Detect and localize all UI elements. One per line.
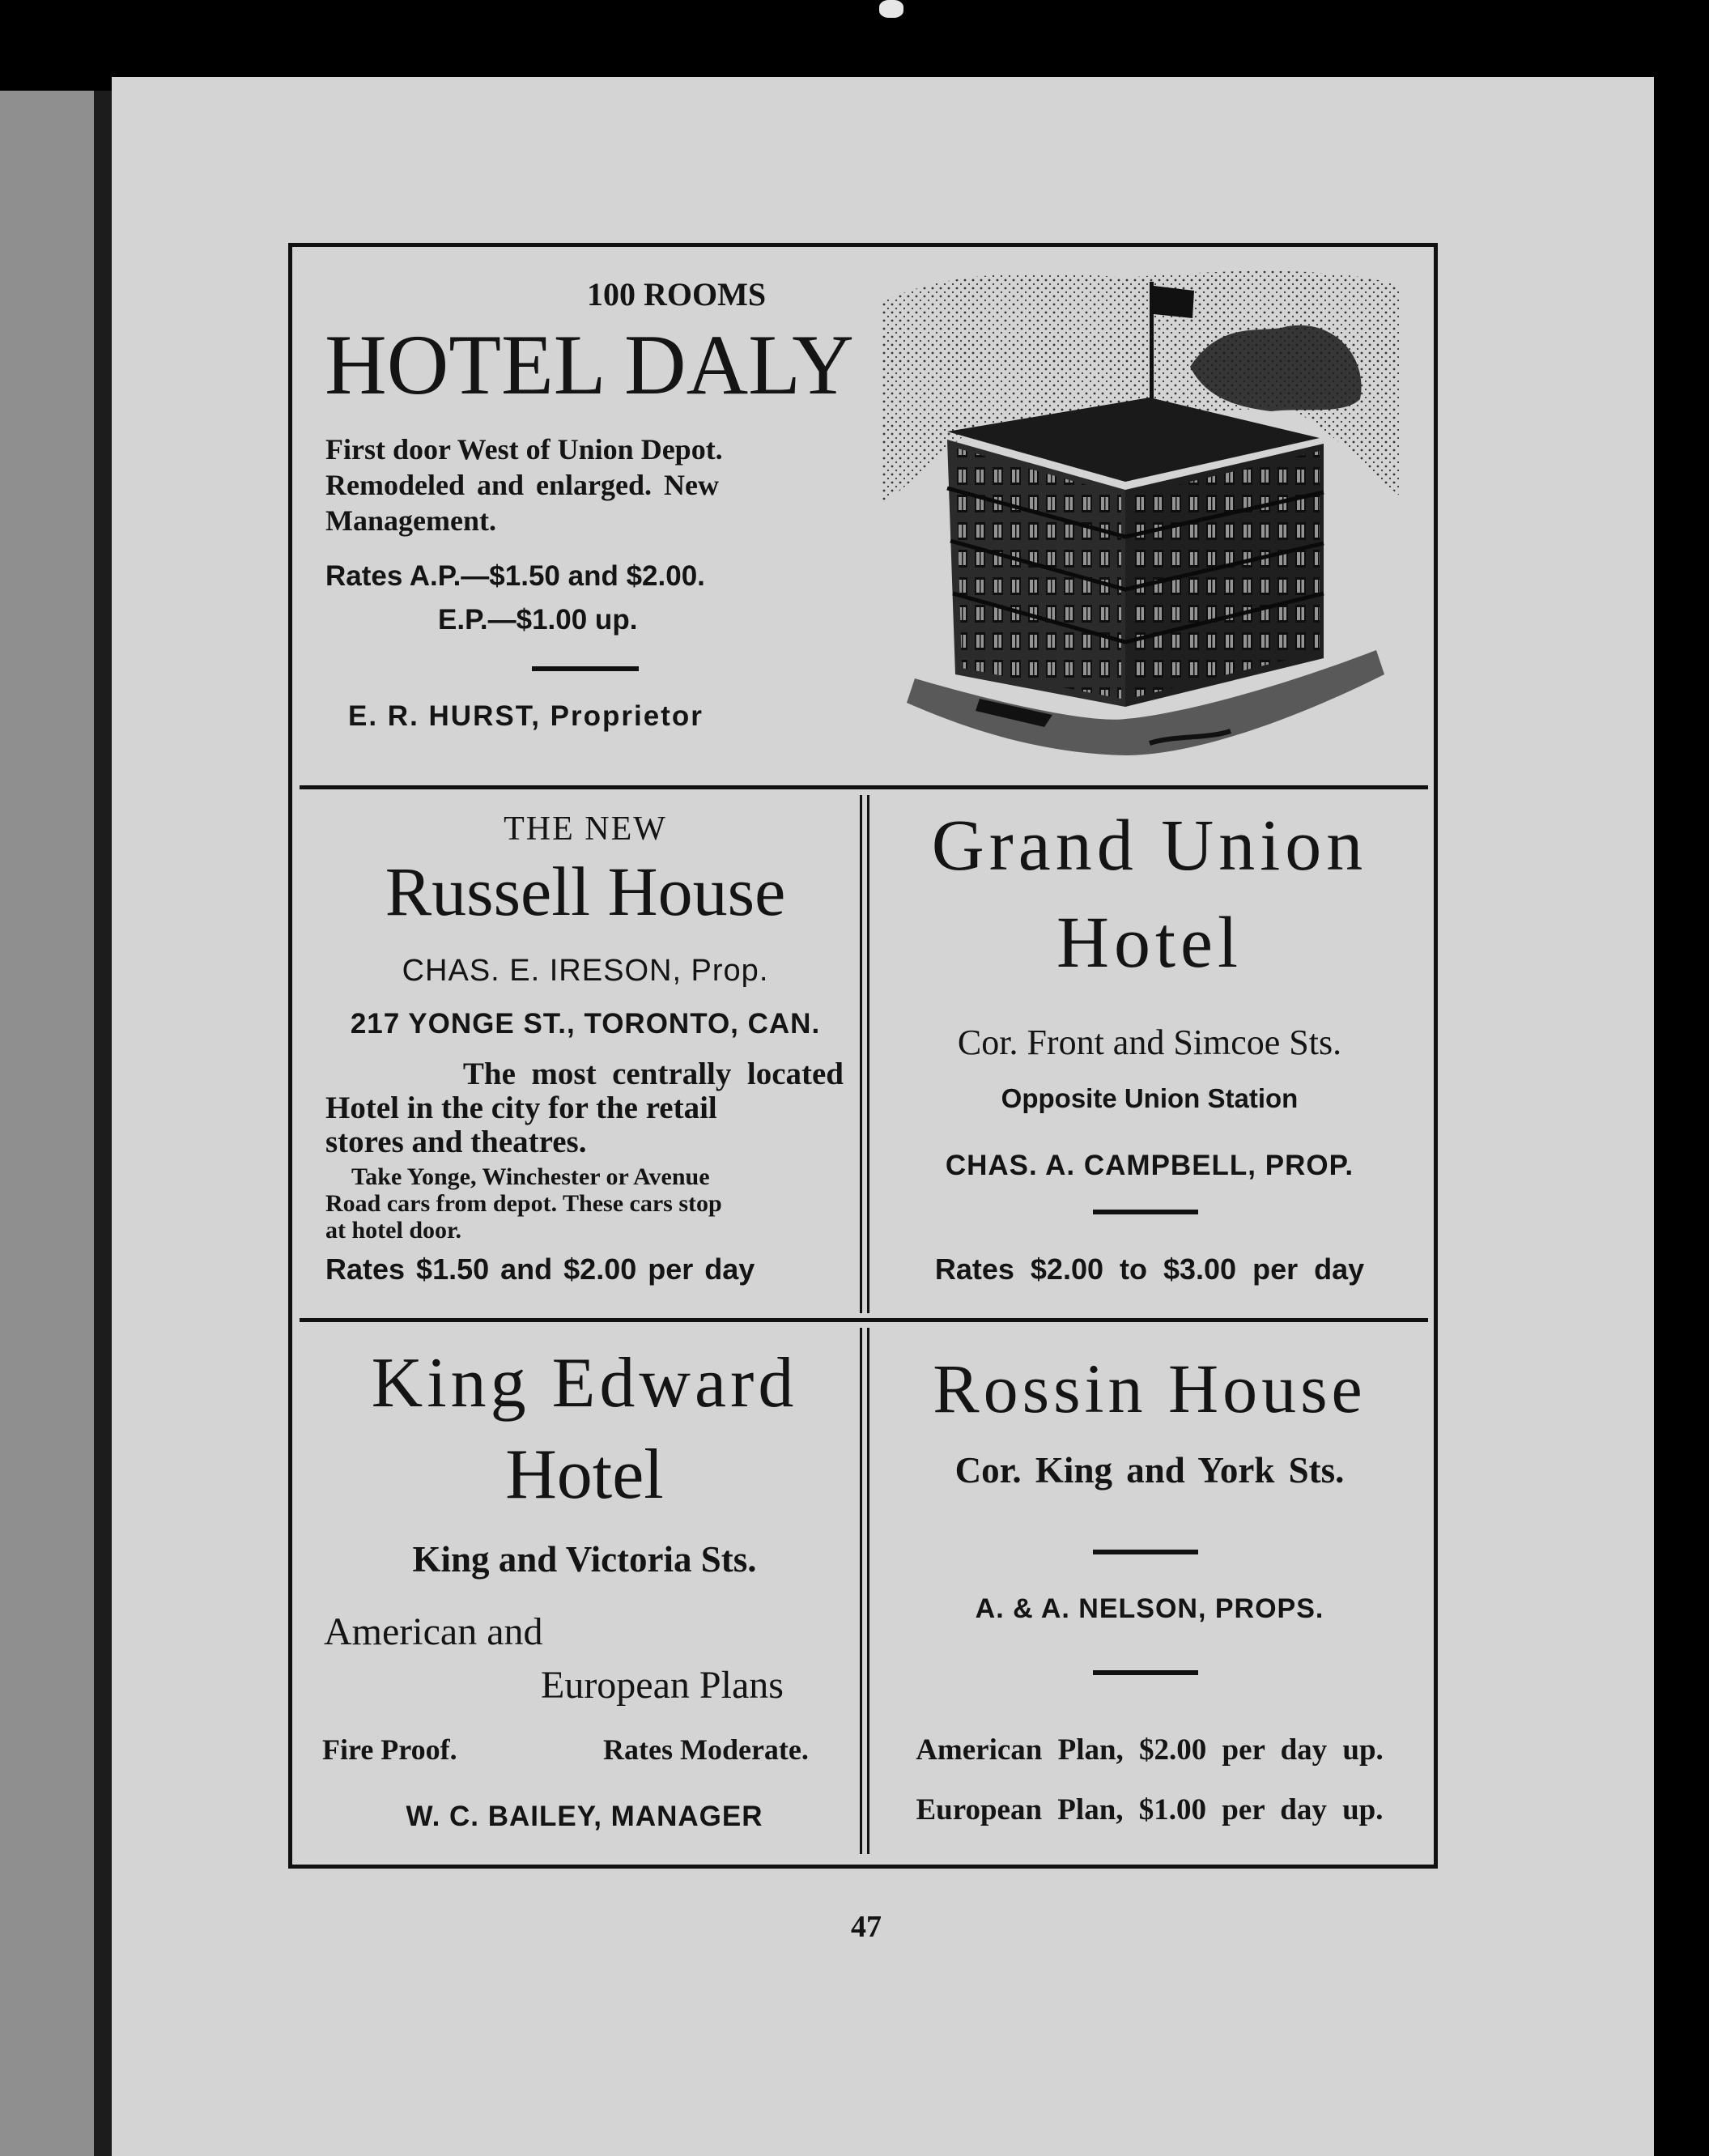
column-rule-lower-a bbox=[860, 1328, 862, 1854]
book-spine bbox=[94, 91, 112, 2156]
king-edward-plans-line1: American and bbox=[324, 1610, 543, 1653]
daly-rates-ap: Rates A.P.—$1.50 and $2.00. bbox=[325, 560, 705, 592]
left-page-edge bbox=[0, 91, 94, 2156]
divider-top bbox=[300, 785, 1428, 789]
russell-desc-line: Hotel in the city for the retail bbox=[325, 1091, 717, 1125]
russell-description bbox=[325, 1057, 844, 1159]
daly-rates-ep: E.P.—$1.00 up. bbox=[438, 604, 638, 636]
column-rule-upper-b bbox=[867, 795, 869, 1313]
grand-union-rule bbox=[1093, 1210, 1198, 1214]
king-edward-name-line1: King Edward bbox=[371, 1344, 798, 1422]
grand-union-rates: Rates $2.00 to $3.00 per day bbox=[934, 1252, 1365, 1286]
rossin-name: Rossin House bbox=[933, 1350, 1367, 1427]
daly-desc-line: Remodeled and enlarged. New bbox=[325, 469, 719, 501]
russell-desc-line: stores and theatres. bbox=[325, 1125, 587, 1159]
russell-directions-line: Road cars from depot. These cars stop bbox=[325, 1190, 722, 1217]
king-edward-name-line2: Hotel bbox=[505, 1435, 664, 1514]
rossin-proprietors: A. & A. NELSON, PROPS. bbox=[975, 1593, 1324, 1624]
rossin-address: Cor. King and York Sts. bbox=[954, 1450, 1345, 1490]
rossin-rule-lower bbox=[1093, 1670, 1198, 1675]
daly-name: HOTEL DALY bbox=[325, 317, 854, 412]
daly-proprietor: E. R. HURST, Proprietor bbox=[348, 700, 704, 732]
scan-mark bbox=[879, 0, 903, 18]
grand-union-proprietor: CHAS. A. CAMPBELL, PROP. bbox=[945, 1150, 1354, 1181]
column-rule-lower-b bbox=[867, 1328, 869, 1854]
grand-union-address: Cor. Front and Simcoe Sts. bbox=[957, 1023, 1342, 1062]
russell-kicker: THE NEW bbox=[504, 810, 667, 848]
king-edward-feature-left: Fire Proof. bbox=[322, 1733, 457, 1766]
daly-rooms: 100 ROOMS bbox=[587, 276, 767, 313]
hotel-building-engraving-icon bbox=[882, 270, 1401, 772]
king-edward-manager: W. C. BAILEY, MANAGER bbox=[406, 1801, 763, 1832]
daly-rule bbox=[532, 666, 639, 671]
divider-middle bbox=[300, 1318, 1428, 1322]
king-edward-feature-right: Rates Moderate. bbox=[603, 1733, 809, 1766]
rossin-european-plan: European Plan, $1.00 per day up. bbox=[916, 1793, 1384, 1826]
column-rule-upper-a bbox=[860, 795, 862, 1313]
russell-directions-line: Take Yonge, Winchester or Avenue bbox=[351, 1163, 710, 1190]
russell-desc-line: The most centrally located bbox=[462, 1057, 844, 1091]
rossin-american-plan: American Plan, $2.00 per day up. bbox=[916, 1733, 1384, 1767]
russell-rates: Rates $1.50 and $2.00 per day bbox=[325, 1252, 755, 1286]
russell-directions-line: at hotel door. bbox=[325, 1217, 462, 1244]
king-edward-address: King and Victoria Sts. bbox=[412, 1539, 757, 1580]
daly-desc-line: First door West of Union Depot. bbox=[325, 433, 723, 466]
russell-name: Russell House bbox=[385, 853, 786, 930]
rossin-rule-upper bbox=[1093, 1550, 1198, 1554]
russell-directions bbox=[325, 1163, 844, 1244]
grand-union-name-line1: Grand Union bbox=[931, 806, 1368, 886]
russell-proprietor: CHAS. E. IRESON, Prop. bbox=[402, 954, 769, 988]
daly-desc-line: Management. bbox=[325, 504, 496, 537]
king-edward-plans-line2: European Plans bbox=[541, 1664, 784, 1707]
grand-union-landmark: Opposite Union Station bbox=[1001, 1083, 1299, 1113]
page-number: 47 bbox=[851, 1910, 882, 1944]
grand-union-name-line2: Hotel bbox=[1056, 903, 1243, 983]
russell-address: 217 YONGE ST., TORONTO, CAN. bbox=[350, 1008, 821, 1040]
daly-description bbox=[325, 432, 860, 538]
